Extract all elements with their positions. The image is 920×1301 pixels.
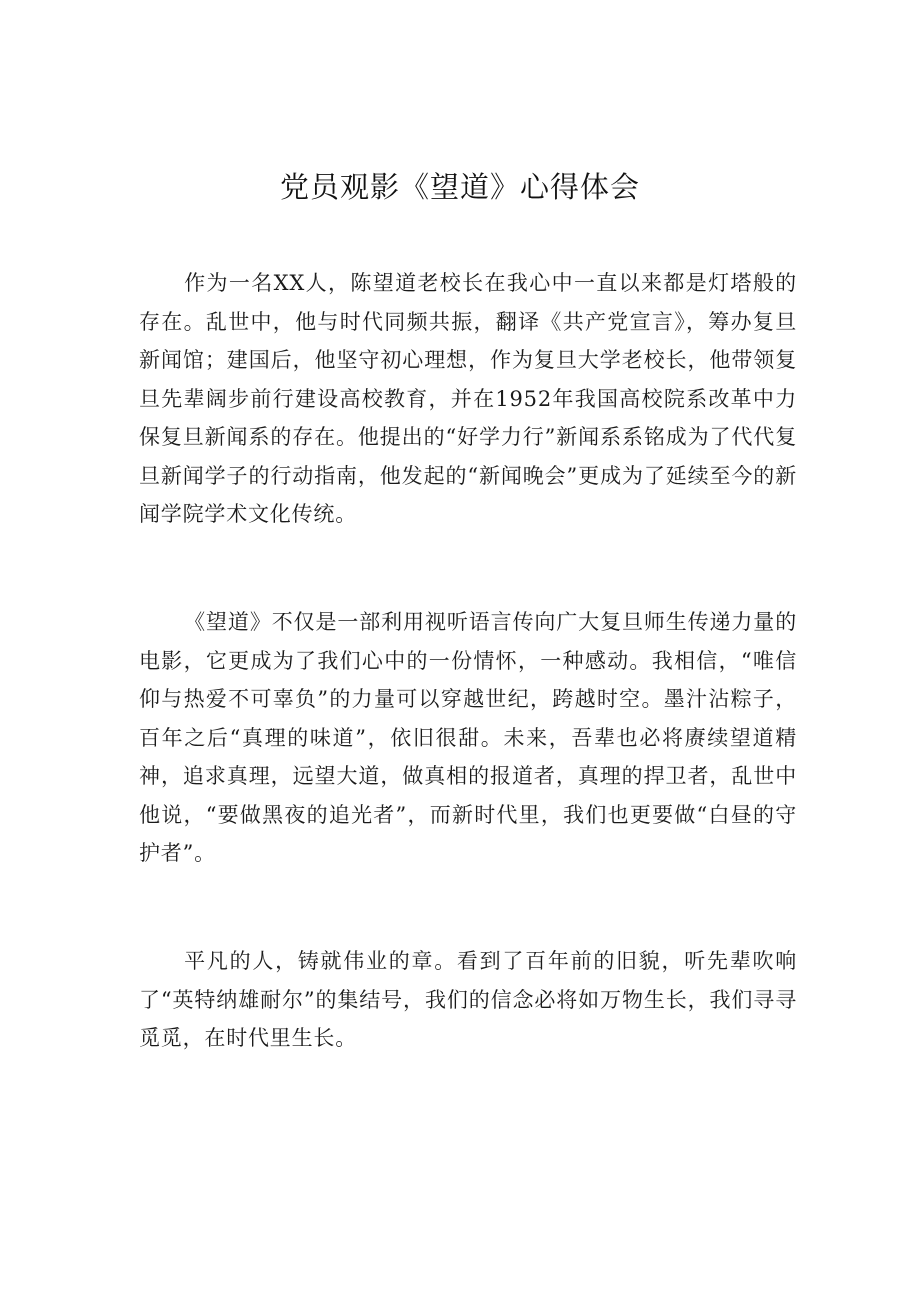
paragraph-3: 平凡的人，铸就伟业的章。看到了百年前的旧貌，听先辈吹响了“英特纳雄耐尔”的集结号，我们的信念必将如万物生长，我们寻寻觅觅，在时代里生长。 — [139, 949, 797, 1050]
document-title: 党员观影《望道》心得体会 — [279, 170, 640, 204]
paragraph-2: 《望道》不仅是一部利用视听语言传向广大复旦师生传递力量的电影，它更成为了我们心中的一份情怀，一种感动。我相信，“唯信仰与热爱不可辜负”的力量可以穿越世纪，跨越时空。墨汁沾粽子，百年之后“真理的味道”，依旧很甜。未来，吾辈也必将赓续望道精神，追求真理，远望大道，做真相的报道者，真理的捍卫者，乱世中他说，“要做黑夜的追光者”，而新时代里，我们也更要做“白昼的守护者”。 — [139, 610, 797, 865]
paragraph-1: 作为一名XX人，陈望道老校长在我心中一直以来都是灯塔般的存在。乱世中，他与时代同频共振，翻译《共产党宣言》，筹办复旦新闻馆；建国后，他坚守初心理想，作为复旦大学老校长，他带领复旦先辈阔步前行建设高校教育，并在1952年我国高校院系改革中力保复旦新闻系的存在。他提出的“好学力行”新闻系系铭成为了代代复旦新闻学子的行动指南，他发起的“新闻晚会”更成为了延续至今的新闻学院学术文化传统。 — [139, 271, 797, 526]
